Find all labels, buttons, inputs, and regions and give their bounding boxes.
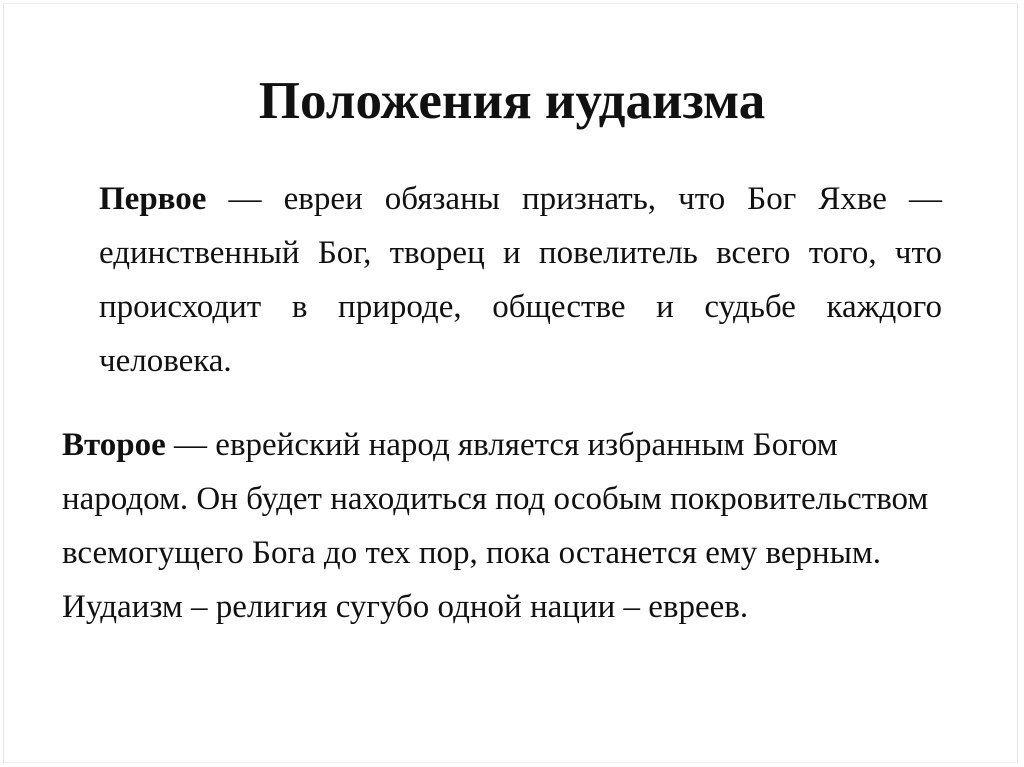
first-tenet-lead: Первое (99, 181, 207, 217)
paragraph-first-tenet (99, 172, 942, 388)
first-tenet-text: — евреи обязаны признать, что Бог Яхве — единственный Бог, творец и повелитель всего того, что происходит в природе, обществе и судьбе каждого человека. (99, 181, 942, 379)
slide-title: Положения иудаизма (258, 72, 766, 130)
second-tenet-text: — еврейский народ является избранным Богом народом. Он будет находиться под особым покровительством всемогущего Бога до тех пор, пока останется ему верным. Иудаизм – религия сугубо одной нации – евреев. (62, 427, 929, 625)
second-tenet-lead: Второе (62, 427, 166, 463)
paragraph-second-tenet (62, 418, 962, 634)
